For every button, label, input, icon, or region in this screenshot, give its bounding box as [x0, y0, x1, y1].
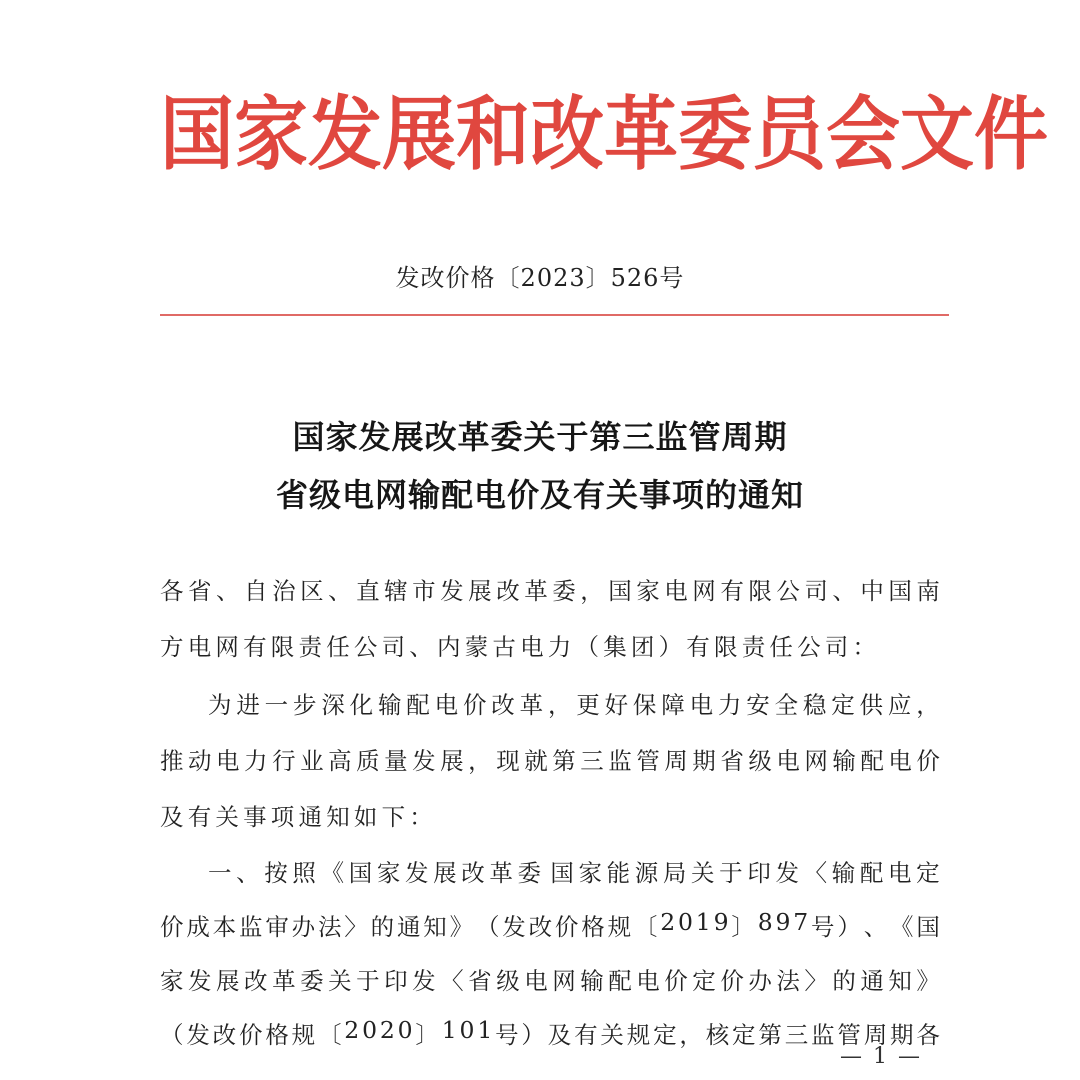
intro-line-2: 推 动 电 力 行 业 高 质 量 发 展 ， 现 就 第 三 监 管 周 期 省 级 电 网 输 配 电 价: [160, 747, 940, 775]
masthead-char: 员: [752, 88, 826, 182]
masthead-char: 会: [826, 88, 900, 182]
document-title-line-1: 国家发展改革委关于第三监管周期: [292, 418, 788, 456]
masthead-char: 委: [678, 88, 752, 182]
masthead-char: 改: [530, 88, 604, 182]
section1-line-3: 家 发 展 改 革 委 关 于 印 发 〈 省 级 电 网 输 配 电 价 定 价 办 法 〉 的 通 知 》: [160, 967, 940, 995]
addressee-line-2: 方电网有限责任公司、内蒙古电力（集团）有限责任公司：: [160, 633, 881, 661]
document-number: 发改价格〔2023〕526号: [395, 264, 685, 292]
masthead-char: 发: [308, 88, 382, 182]
red-separator-line: [160, 314, 949, 316]
masthead-char: 国: [160, 88, 234, 182]
masthead-char: 和: [456, 88, 530, 182]
masthead-char: 革: [604, 88, 678, 182]
page-number: — 1 —: [840, 1044, 922, 1069]
section1-line-4: （ 发 改 价 格 规 〔 2 0 2 0 〕 1 0 1 号 ） 及 有 关 规 定 ， 核 定 第 三 监 管 周 期 各: [160, 1016, 940, 1049]
document-title-line-2: 省级电网输配电价及有关事项的通知: [275, 476, 804, 514]
document-masthead: [160, 88, 1048, 182]
section1-line-1: 一 、 按 照 《 国 家 发 展 改 革 委 国 家 能 源 局 关 于 印 发 〈 输 配 电 定: [208, 859, 940, 887]
addressee-line-1: 各 省 、 自 治 区 、 直 辖 市 发 展 改 革 委 ， 国 家 电 网 有 限 公 司 、 中 国 南: [160, 577, 940, 605]
masthead-char: 家: [234, 88, 308, 182]
masthead-char: 件: [974, 88, 1048, 182]
masthead-char: 展: [382, 88, 456, 182]
masthead-char: 文: [900, 88, 974, 182]
intro-line-1: 为 进 一 步 深 化 输 配 电 价 改 革 ， 更 好 保 障 电 力 安 全 稳 定 供 应 ，: [208, 691, 940, 719]
intro-line-3: 及有关事项通知如下：: [160, 803, 437, 831]
section1-line-2: 价 成 本 监 审 办 法 〉 的 通 知 》 （ 发 改 价 格 规 〔 2 0 1 9 〕 8 9 7 号 ） 、 《 国: [160, 908, 940, 941]
